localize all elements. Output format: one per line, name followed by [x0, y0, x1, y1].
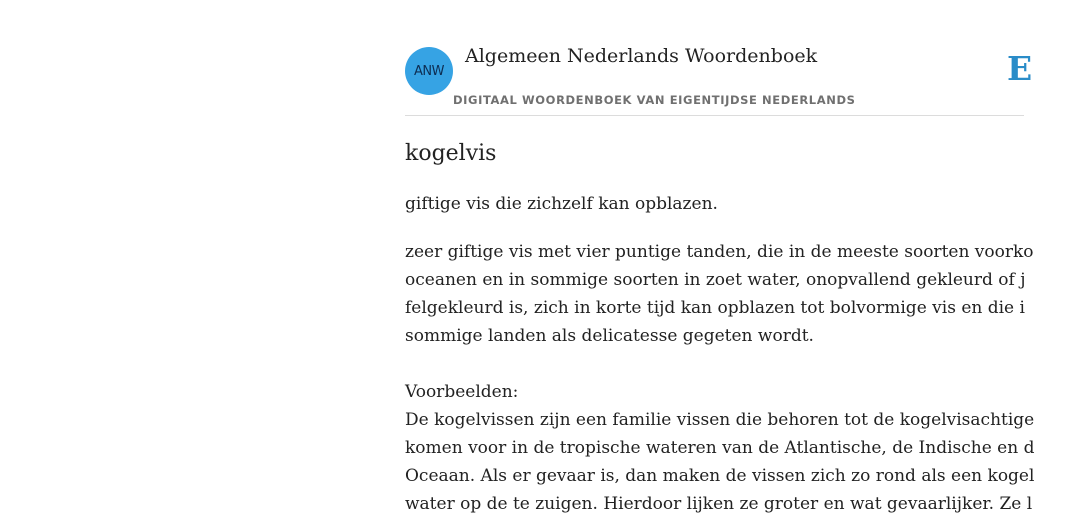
long-definition-line: sommige landen als delicatesse gegeten wordt. — [405, 326, 814, 346]
dictionary-entry — [405, 138, 1065, 518]
example-line: De kogelvissen zijn een familie vissen die behoren tot de kogelvisachtige — [405, 410, 1035, 430]
examples-section — [405, 378, 1065, 518]
example-line: water op de te zuigen. Hierdoor lijken ze groter en wat gevaarlijker. Ze l — [405, 494, 1033, 514]
long-definition-line: felgekleurd is, zich in korte tijd kan opblazen tot bolvormige vis en die i — [405, 298, 1025, 318]
site-title[interactable]: Algemeen Nederlands Woordenboek — [465, 45, 818, 67]
site-subtitle: DIGITAAL WOORDENBOEK VAN EIGENTIJDSE NEDERLANDS — [453, 93, 856, 107]
long-definition-line: zeer giftige vis met vier puntige tanden, die in de meeste soorten voorko — [405, 242, 1034, 262]
anw-logo[interactable] — [405, 47, 453, 95]
long-definition-line: oceanen en in sommige soorten in zoet water, onopvallend gekleurd of j — [405, 270, 1026, 290]
example-line: komen voor in de tropische wateren van de Atlantische, de Indische en d — [405, 438, 1035, 458]
header-divider — [405, 115, 1024, 116]
examples-label: Voorbeelden: — [405, 382, 519, 402]
example-line: Oceaan. Als er gevaar is, dan maken de vissen zich zo rond als een kogel — [405, 466, 1035, 486]
short-definition: giftige vis die zichzelf kan opblazen. — [405, 194, 718, 214]
logo-text: ANW — [414, 63, 444, 79]
long-definition — [405, 238, 1065, 350]
header-right-logo-mark[interactable]: E — [1007, 49, 1033, 88]
entry-headword: kogelvis — [405, 141, 497, 166]
